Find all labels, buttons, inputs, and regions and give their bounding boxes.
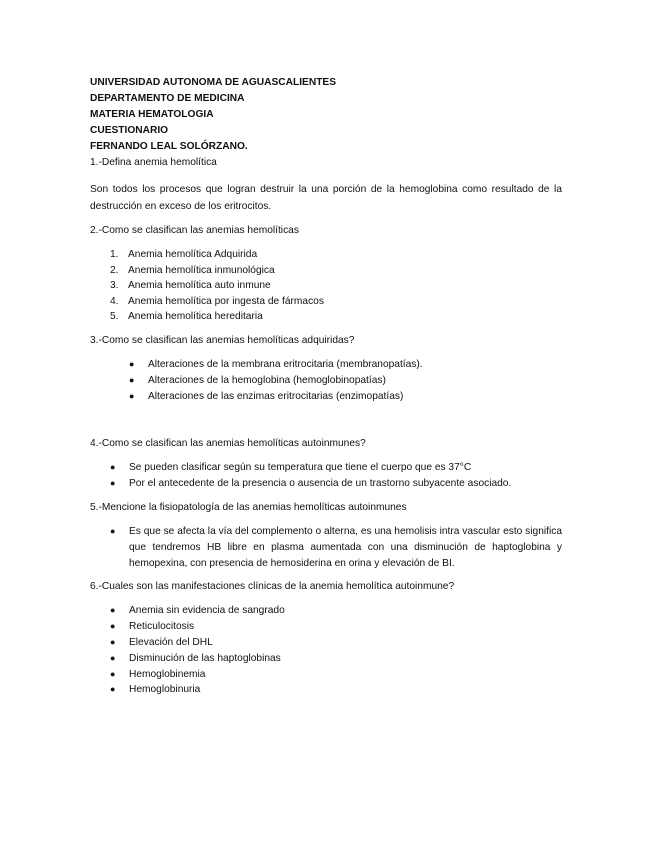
- bullet-icon: ●: [110, 525, 116, 536]
- list-text: Reticulocitosis: [129, 621, 195, 633]
- list-item: [90, 524, 562, 571]
- autoimmune-list: [90, 460, 562, 492]
- bullet-icon: ●: [129, 390, 135, 401]
- list-number: 5.: [110, 311, 119, 323]
- list-text: Anemia sin evidencia de sangrado: [129, 605, 285, 617]
- bullet-icon: ●: [110, 478, 116, 489]
- bullet-icon: ●: [110, 462, 116, 473]
- bullet-icon: ●: [110, 684, 116, 695]
- list-number: 3.: [110, 280, 119, 292]
- list-item: [90, 389, 562, 405]
- list-item: [90, 651, 562, 667]
- list-item: [90, 682, 562, 698]
- question-2: 2.-Como se clasifican las anemias hemolíticas: [90, 225, 299, 236]
- question-5: 5.-Mencione la fisiopatología de las anemias hemolíticas autoinmunes: [90, 501, 407, 513]
- list-text: Disminución de las haptoglobinas: [129, 652, 281, 664]
- bullet-icon: ●: [110, 605, 116, 616]
- list-item: [90, 263, 562, 279]
- list-text: Hemoglobinemia: [129, 668, 206, 680]
- bullet-icon: ●: [129, 358, 135, 369]
- list-item: [90, 460, 562, 476]
- list-item: [90, 619, 562, 635]
- list-text: Anemia hemolítica auto inmune: [128, 280, 271, 292]
- list-item: [90, 635, 562, 651]
- bullet-icon: ●: [110, 668, 116, 679]
- document-body: [90, 75, 562, 698]
- list-text: Se pueden clasificar según su temperatura que tiene el cuerpo que es 37°C: [129, 462, 472, 474]
- list-item: [90, 603, 562, 619]
- question-3: 3.-Como se clasifican las anemias hemolíticas adquiridas?: [90, 334, 355, 346]
- question-4: 4.-Como se clasifican las anemias hemolíticas autoinmunes?: [90, 438, 366, 450]
- answer-1: Son todos los procesos que logran destruir la una porción de la hemoglobina como resultado de la destrucción en exceso de los eritrocitos.: [90, 184, 562, 212]
- acquired-list: [90, 357, 562, 404]
- bullet-icon: ●: [110, 621, 116, 632]
- list-text: Alteraciones de la hemoglobina (hemoglobinopatías): [148, 374, 386, 386]
- list-text: Hemoglobinuria: [129, 684, 201, 696]
- list-text: Alteraciones de las enzimas eritrocitarias (enzimopatías): [148, 390, 404, 402]
- list-text: Anemia hemolítica hereditaria: [128, 311, 263, 323]
- physiopathology-list: [90, 524, 562, 571]
- list-text: Anemia hemolítica inmunológica: [128, 264, 275, 276]
- list-text: Anemia hemolítica Adquirida: [128, 249, 258, 260]
- bullet-icon: ●: [110, 636, 116, 647]
- document-type: CUESTIONARIO: [90, 125, 169, 136]
- bullet-icon: ●: [129, 374, 135, 385]
- department-name: DEPARTAMENTO DE MEDICINA: [90, 93, 245, 104]
- list-item: [90, 357, 562, 373]
- manifestations-list: [90, 603, 562, 698]
- list-item: [90, 373, 562, 389]
- list-text: Por el antecedente de la presencia o ausencia de un trastorno subyacente asociado.: [129, 478, 512, 490]
- list-number: 1.: [110, 249, 119, 260]
- question-6: 6.-Cuales son las manifestaciones clínicas de la anemia hemolítica autoinmune?: [90, 581, 455, 593]
- bullet-icon: ●: [110, 652, 116, 663]
- list-text: Elevación del DHL: [129, 636, 213, 648]
- list-text: Anemia hemolítica por ingesta de fármacos: [128, 295, 324, 307]
- list-item: [90, 247, 562, 263]
- subject-name: MATERIA HEMATOLOGIA: [90, 109, 214, 120]
- list-item: [90, 294, 562, 310]
- question-1: 1.-Defina anemia hemolítica: [90, 157, 217, 168]
- author-name: FERNANDO LEAL SOLÓRZANO.: [90, 141, 248, 152]
- list-number: 4.: [110, 295, 119, 307]
- university-name: UNIVERSIDAD AUTONOMA DE AGUASCALIENTES: [90, 77, 337, 88]
- list-item: [90, 309, 562, 325]
- list-item: [90, 476, 562, 492]
- list-text: Alteraciones de la membrana eritrocitaria (membranopatías).: [148, 358, 423, 370]
- list-number: 2.: [110, 264, 119, 276]
- list-item: [90, 667, 562, 683]
- list-text: Es que se afecta la vía del complemento o alterna, es una hemolisis intra vascular esto significa que tendremos HB libre en plasma aumentada con una disminución de haptoglobina y hemopexina, con presencia de hemosiderina en orina y elevación de BI.: [129, 525, 562, 569]
- list-item: [90, 278, 562, 294]
- classification-list: [90, 247, 562, 325]
